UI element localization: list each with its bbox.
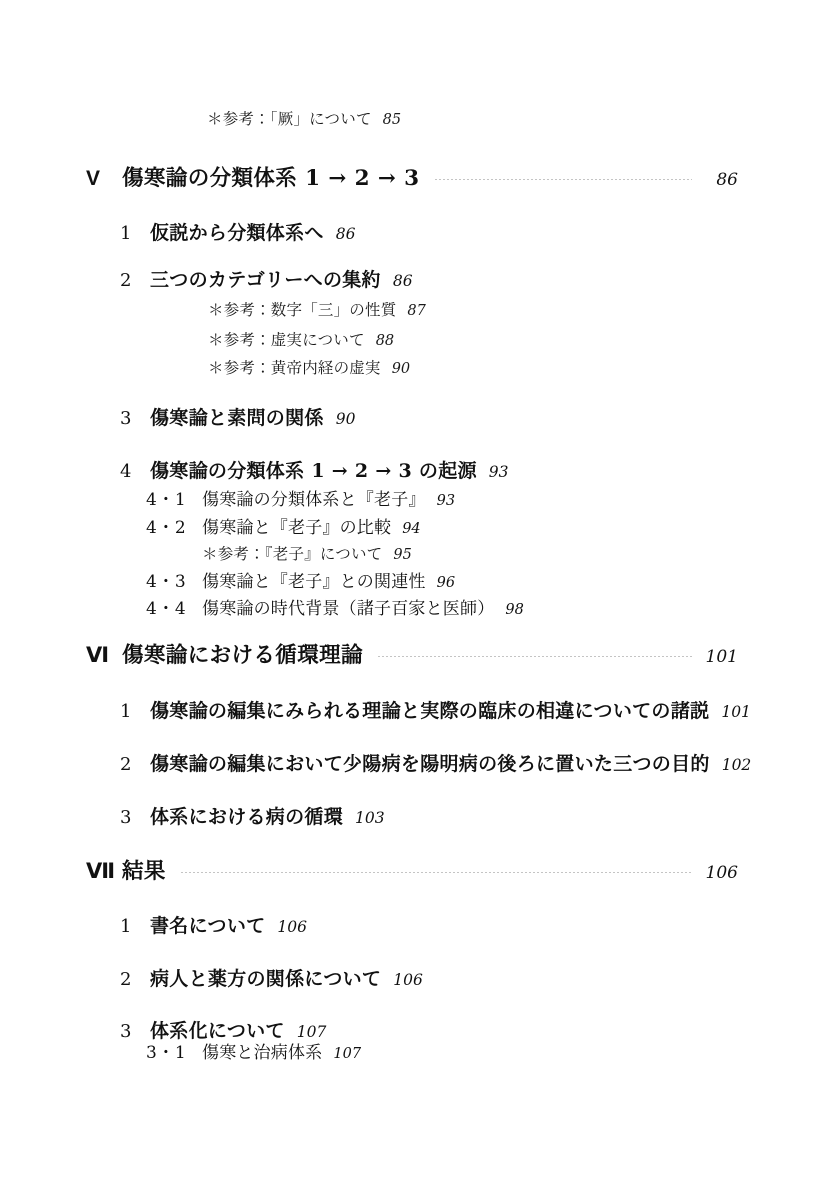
dot-leader [434,179,692,180]
page-number: 106 [705,863,738,883]
section-number: 3 [120,1021,132,1042]
toc-entry-note-5-2-c[interactable] [208,361,410,377]
subsection-title: 傷寒論と『老子』との関連性 [202,572,426,592]
page-number: 93 [488,463,509,481]
section-number: 2 [120,270,132,291]
toc-entry-part-7[interactable] [86,861,738,883]
toc-entry-sub-5-4-1[interactable] [146,492,455,509]
page-number: 87 [407,303,426,319]
page-number: 107 [333,1046,362,1062]
note-title: ＊参考：「厥」について [207,110,372,128]
toc-entry-sec-6-2[interactable] [120,755,751,774]
section-title: 傷寒論の編集において少陽病を陽明病の後ろに置いた三つの目的 [150,753,710,775]
page-number: 86 [716,170,738,190]
page-number: 95 [393,547,412,563]
subsection-number: 4・2 [146,518,187,538]
section-title: 三つのカテゴリーへの集約 [150,269,381,291]
part-title: 傷寒論の分類体系 1 → 2 → 3 [122,166,420,191]
page-number: 101 [705,647,738,667]
page-number: 90 [391,361,411,377]
subsection-title: 傷寒と治病体系 [202,1043,323,1063]
toc-entry-sec-7-3[interactable] [120,1022,326,1041]
section-title: 傷寒論と素問の関係 [150,407,324,429]
section-title: 書名について [150,915,266,937]
toc-entry-sub-5-4-4[interactable] [146,601,524,618]
dot-leader [377,656,692,657]
page-number: 85 [382,112,402,128]
section-number: 2 [120,969,132,990]
part-numeral: Ⅶ [86,860,115,883]
section-title: 仮説から分類体系へ [150,222,324,244]
page-number: 106 [277,918,308,936]
toc-entry-part-6[interactable] [86,645,738,667]
section-title: 病人と薬方の関係について [150,968,382,990]
toc-entry-sec-7-2[interactable] [120,970,423,989]
section-title: 傷寒論の編集にみられる理論と実際の臨床の相違についての諸説 [150,700,710,722]
toc-entry-sec-6-1[interactable] [120,702,751,721]
page-number: 90 [335,410,356,428]
page-number: 93 [436,493,456,509]
subsection-title: 傷寒論の時代背景（諸子百家と医師） [202,599,495,619]
toc-entry-part-5[interactable] [86,168,738,190]
toc-entry-sub-5-4-3[interactable] [146,574,455,591]
section-number: 1 [120,223,132,244]
part-title: 傷寒論における循環理論 [122,643,363,668]
page-number: 106 [393,971,423,989]
page-number: 103 [355,809,385,827]
note-title: ＊参考：黄帝内経の虚実 [208,359,381,377]
subsection-number: 4・1 [146,490,187,510]
toc-entry-note-ketsu[interactable] [207,112,401,128]
toc-entry-sec-5-2[interactable] [120,271,413,290]
toc-entry-sec-5-1[interactable] [120,224,355,243]
section-number: 3 [120,807,132,828]
part-title: 結果 [122,859,166,884]
page-number: 96 [436,575,456,591]
note-title: ＊参考：虚実について [208,331,365,349]
subsection-number: 3・1 [146,1043,187,1063]
section-number: 2 [120,754,132,775]
toc-entry-sub-7-3-1[interactable] [146,1045,361,1062]
section-number: 3 [120,408,132,429]
part-numeral: V [86,167,100,190]
toc-entry-note-5-2-a[interactable] [208,303,426,319]
toc-entry-note-5-4-2[interactable] [202,547,412,563]
page-number: 107 [296,1023,327,1041]
toc-entry-sec-5-4[interactable] [120,462,509,481]
page-number: 101 [721,703,751,721]
subsection-number: 4・3 [146,572,187,592]
page-number: 88 [375,333,395,349]
subsection-title: 傷寒論の分類体系と『老子』 [202,490,426,510]
dot-leader [180,872,692,873]
section-number: 1 [120,916,132,937]
section-number: 1 [120,701,132,722]
section-number: 4 [120,461,132,482]
page-number: 86 [335,225,356,243]
page-number: 102 [721,756,752,774]
page-number: 94 [402,521,421,537]
section-title: 体系化について [150,1020,285,1042]
note-title: ＊参考：『老子』について [202,545,383,563]
subsection-title: 傷寒論と『老子』の比較 [202,518,392,538]
toc-entry-sec-7-1[interactable] [120,917,307,936]
toc-entry-sub-5-4-2[interactable] [146,520,421,537]
toc-entry-sec-6-3[interactable] [120,808,385,827]
note-title: ＊参考：数字「三」の性質 [208,301,397,319]
part-numeral: Ⅵ [86,644,109,667]
page-number: 98 [505,602,524,618]
section-title: 傷寒論の分類体系 1 → 2 → 3 の起源 [150,460,477,482]
subsection-number: 4・4 [146,599,187,619]
toc-entry-sec-5-3[interactable] [120,409,355,428]
page-number: 86 [392,272,413,290]
toc-entry-note-5-2-b[interactable] [208,333,394,349]
section-title: 体系における病の循環 [150,806,344,828]
